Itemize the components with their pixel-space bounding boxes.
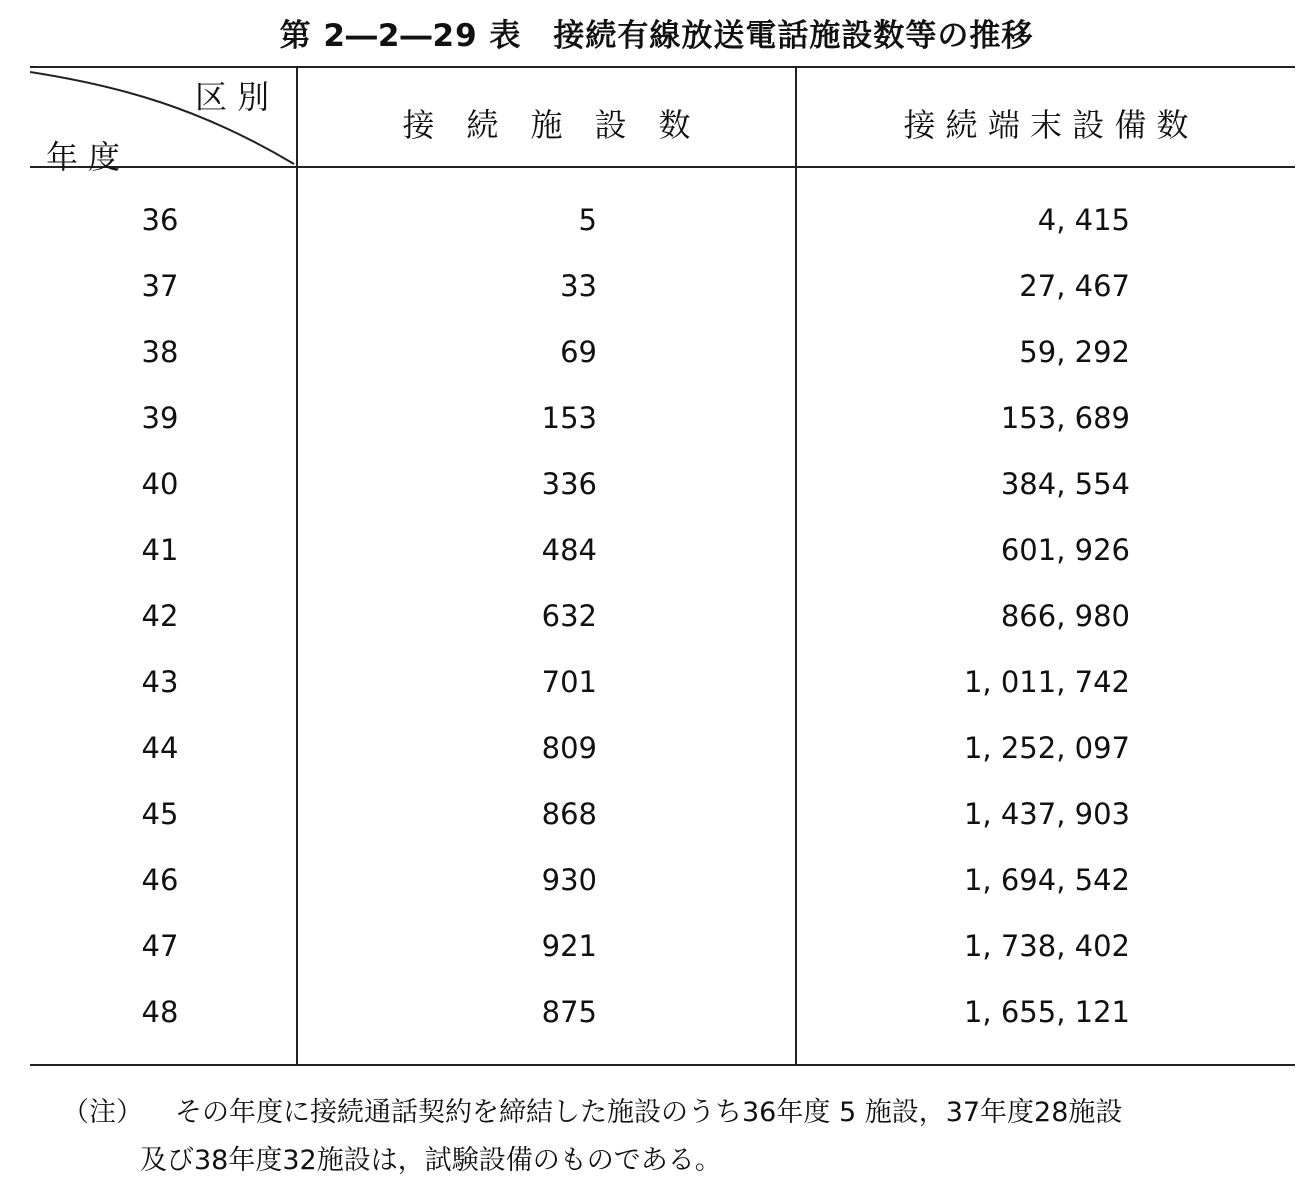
facilities-cell: 809 bbox=[541, 731, 597, 765]
year-cell: 40 bbox=[141, 467, 179, 501]
year-cell: 37 bbox=[141, 269, 179, 303]
equipment-cell: 1, 694, 542 bbox=[963, 863, 1130, 897]
equipment-cell: 601, 926 bbox=[1000, 533, 1130, 567]
equipment-cell: 27, 467 bbox=[1019, 269, 1130, 303]
equipment-cell: 59, 292 bbox=[1019, 335, 1130, 369]
equipment-cell: 1, 011, 742 bbox=[963, 665, 1130, 699]
column-header-facilities: 接 続 施 設 数 bbox=[402, 106, 691, 144]
bottom-rule bbox=[30, 1064, 1295, 1066]
equipment-cell: 4, 415 bbox=[1037, 203, 1130, 237]
facilities-cell: 868 bbox=[541, 797, 597, 831]
equipment-cell: 866, 980 bbox=[1000, 599, 1130, 633]
facilities-cell: 875 bbox=[541, 995, 597, 1029]
facilities-cell: 5 bbox=[578, 203, 597, 237]
year-cell: 48 bbox=[141, 995, 179, 1029]
facilities-cell: 484 bbox=[541, 533, 597, 567]
note-label: （注） bbox=[62, 1097, 143, 1128]
equipment-cell: 1, 738, 402 bbox=[963, 929, 1130, 963]
year-cell: 46 bbox=[141, 863, 179, 897]
column-divider-1 bbox=[296, 68, 298, 1064]
facilities-cell: 33 bbox=[560, 269, 597, 303]
year-cell: 41 bbox=[141, 533, 179, 567]
year-cell: 42 bbox=[141, 599, 179, 633]
table-title: 第 2―2―29 表 接続有線放送電話施設数等の推移 bbox=[279, 18, 1034, 54]
year-cell: 43 bbox=[141, 665, 179, 699]
year-cell: 47 bbox=[141, 929, 179, 963]
year-cell: 45 bbox=[141, 797, 179, 831]
note-text-line-1: その年度に接続通話契約を締結した施設のうち36年度 5 施設，37年度28施設 bbox=[175, 1097, 1123, 1128]
year-cell: 39 bbox=[141, 401, 179, 435]
facilities-cell: 921 bbox=[541, 929, 597, 963]
equipment-cell: 1, 655, 121 bbox=[963, 995, 1130, 1029]
equipment-cell: 153, 689 bbox=[1000, 401, 1130, 435]
facilities-cell: 632 bbox=[541, 599, 597, 633]
equipment-cell: 1, 252, 097 bbox=[963, 731, 1130, 765]
column-header-equipment: 接 続 端 末 設 備 数 bbox=[903, 106, 1189, 144]
corner-label-year: 年 度 bbox=[46, 138, 121, 176]
year-cell: 44 bbox=[141, 731, 179, 765]
equipment-cell: 1, 437, 903 bbox=[963, 797, 1130, 831]
facilities-cell: 69 bbox=[560, 335, 597, 369]
facilities-cell: 153 bbox=[541, 401, 597, 435]
header-rule bbox=[30, 166, 1295, 168]
year-cell: 36 bbox=[141, 203, 179, 237]
facilities-cell: 930 bbox=[541, 863, 597, 897]
note-text-line-2: 及び38年度32施設は，試験設備のものである。 bbox=[140, 1145, 722, 1176]
equipment-cell: 384, 554 bbox=[1000, 467, 1130, 501]
facilities-cell: 701 bbox=[541, 665, 597, 699]
year-cell: 38 bbox=[141, 335, 179, 369]
facilities-cell: 336 bbox=[541, 467, 597, 501]
column-divider-2 bbox=[795, 68, 797, 1064]
corner-label-category: 区 別 bbox=[195, 78, 270, 116]
